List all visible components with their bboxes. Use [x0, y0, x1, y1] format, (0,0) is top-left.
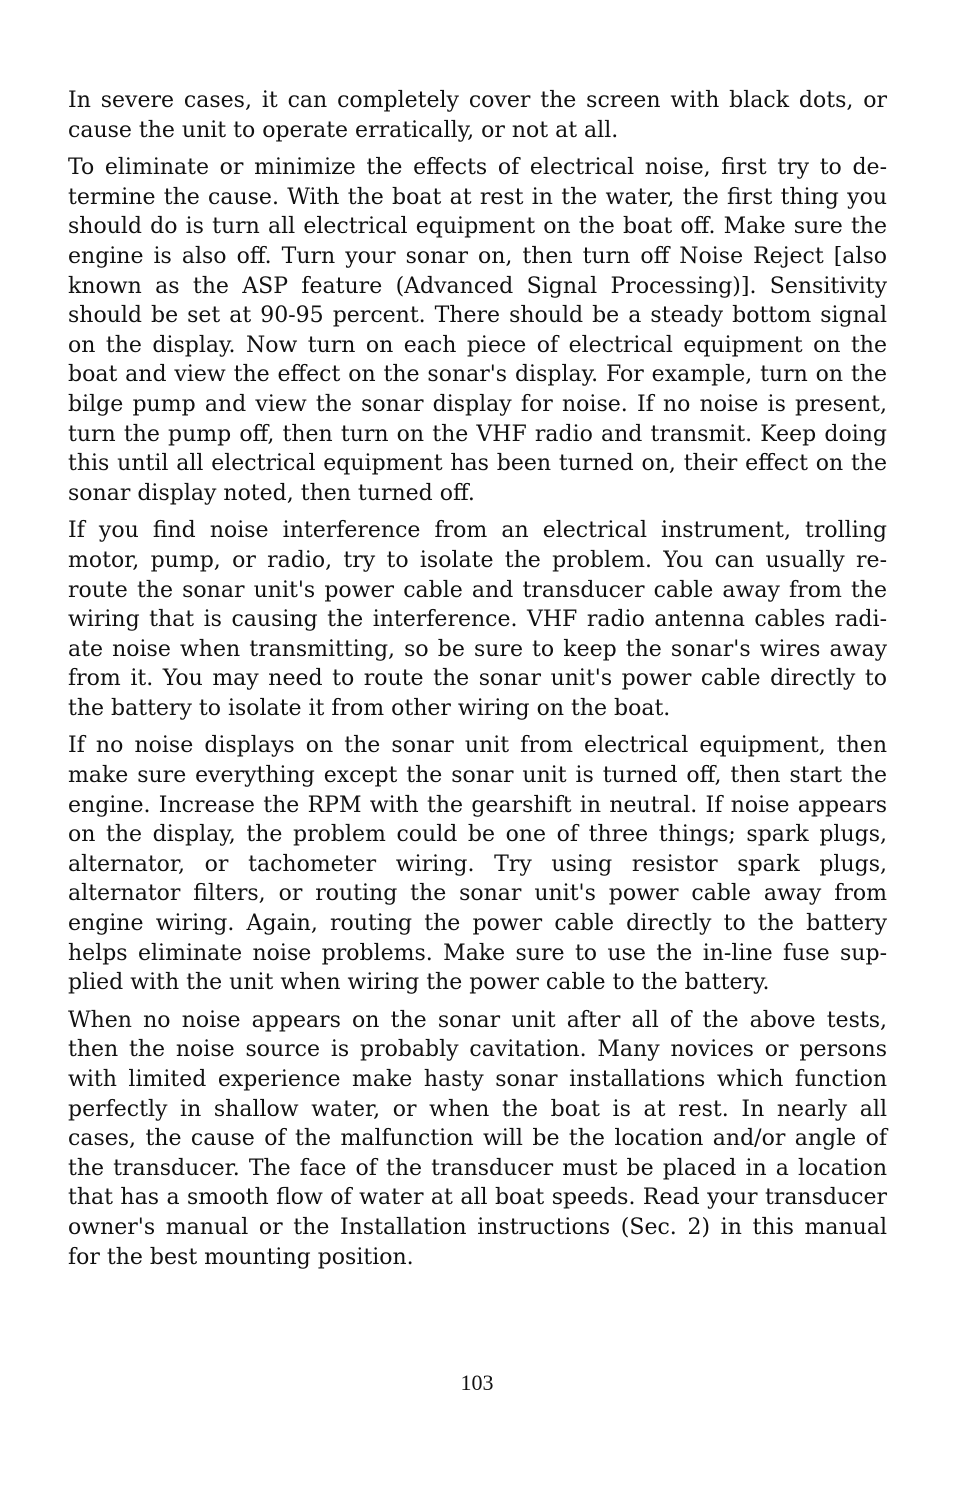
paragraph-cavitation: When no noise appears on the sonar unit after all of the above tests, then the noise source is probably cavitation. Many novices or persons with limited experience make hasty sonar installations which function perfectly in shallow water, or when the boat is at rest. In nearly all cases, the cause of the malfunction will be the location and/or angle of the transducer. The face of the transducer must be placed in a location that has a smooth flow of water at all boat speeds. Read your transducer owner's manual or the Installation instructions (Sec. 2) in this manual for the best mounting position. — [68, 1007, 887, 1270]
page-body — [68, 86, 887, 1280]
paragraph-engine-noise: If no noise displays on the sonar unit from electrical equipment, then make sure everything except the sonar unit is turned off, then start the engine. Increase the RPM with the gearshift in neutral. If noise appears on the display, the problem could be one of three things; spark plugs, alternator, or tachometer wiring. Try using resistor spark plugs, alternator filters, or routing the sonar unit's power cable away from engine wiring. Again, routing the power cable directly to the battery helps eliminate noise problems. Make sure to use the in-line fuse supplied with the unit when wiring the power cable to the battery. — [68, 733, 887, 996]
paragraph-severe-cases: In severe cases, it can completely cover the screen with black dots, or cause the unit to operate erratically, or not at all. — [68, 88, 887, 143]
page-number: 103 — [460, 1370, 494, 1395]
paragraph-noise-interference: If you find noise interference from an electrical instrument, trolling motor, pump, or radio, try to isolate the problem. You can usually reroute the sonar unit's power cable and transducer cable away from the wiring that is causing the interference. VHF radio antenna cables radiate noise when transmitting, so be sure to keep the sonar's wires away from it. You may need to route the sonar unit's power cable directly to the battery to isolate it from other wiring on the boat. — [68, 518, 887, 721]
paragraph-eliminate-noise: To eliminate or minimize the effects of electrical noise, first try to determine the cause. With the boat at rest in the water, the first thing you should do is turn all electrical equipment on the boat off. Make sure the engine is also off. Turn your sonar on, then turn off Noise Reject [also known as the ASP feature (Advanced Signal Processing)]. Sensitivity should be set at 90-95 percent. There should be a steady bottom signal on the display. Now turn on each piece of electrical equipment on the boat and view the effect on the sonar's display. For example, turn on the bilge pump and view the sonar display for noise. If no noise is present, turn the pump off, then turn on the VHF radio and transmit. Keep doing this until all electrical equipment has been turned on, their effect on the sonar display noted, then turned off. — [68, 155, 887, 506]
